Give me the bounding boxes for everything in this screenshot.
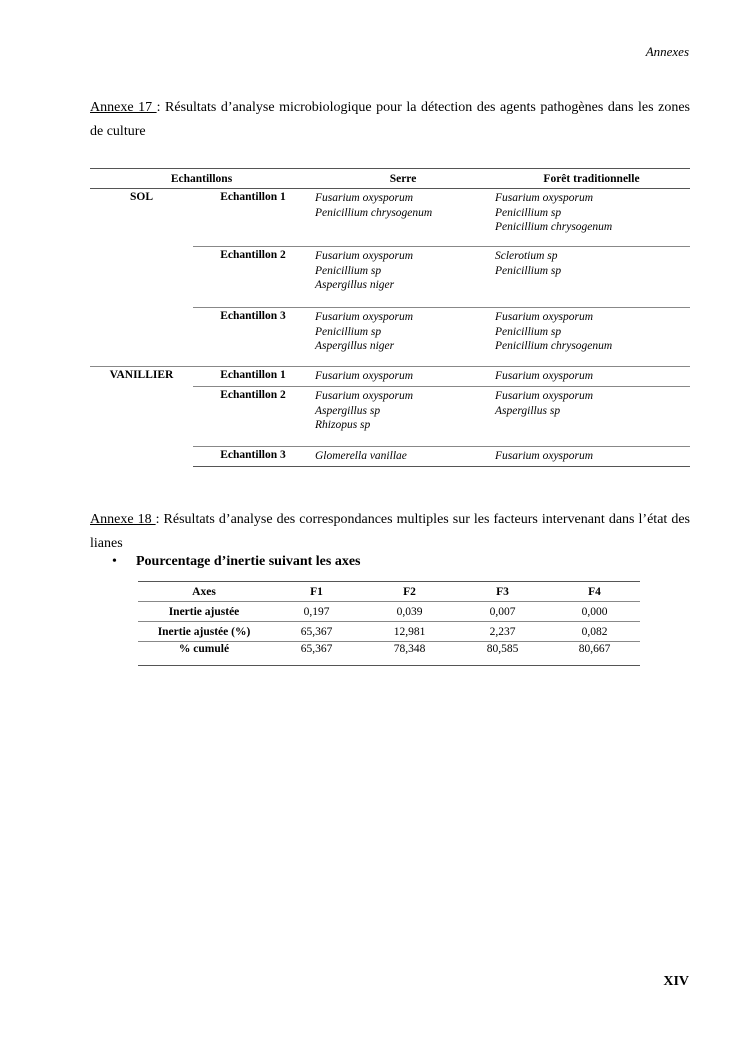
- serre-organisms: [313, 387, 493, 447]
- table-cell: 80,585: [456, 642, 549, 666]
- sample-label: Echantillon 1: [193, 367, 313, 387]
- table-cell: 80,667: [549, 642, 640, 666]
- organism: Aspergillus niger: [315, 279, 395, 291]
- annex17-ref: Annexe 17: [90, 100, 157, 115]
- column-header-axes: Axes: [138, 582, 270, 602]
- foret-organisms: [493, 189, 690, 247]
- table-header-row: [138, 582, 640, 602]
- table-cell: 65,367: [270, 642, 363, 666]
- table-row: [90, 367, 690, 387]
- serre-organisms: [313, 308, 493, 367]
- table-cell: 78,348: [363, 642, 456, 666]
- sample-label: Echantillon 2: [193, 387, 313, 447]
- column-header-f1: F1: [270, 582, 363, 602]
- table-row: [138, 622, 640, 642]
- organism: Fusarium oxysporum: [315, 311, 414, 323]
- organism: Penicillium chrysogenum: [495, 340, 613, 352]
- organism: Glomerella vanillae: [315, 450, 407, 462]
- organism: Fusarium oxysporum: [495, 192, 594, 204]
- inertia-table: [138, 581, 640, 666]
- row-label: % cumulé: [138, 642, 270, 666]
- table-header-row: [90, 169, 690, 189]
- annex17-title: [90, 96, 690, 144]
- serre-organisms: [313, 247, 493, 308]
- sample-label: Echantillon 3: [193, 308, 313, 367]
- column-header-f3: F3: [456, 582, 549, 602]
- serre-organisms: [313, 447, 493, 467]
- microbiology-results-table: [90, 168, 690, 467]
- organism: Penicillium sp: [495, 264, 562, 277]
- organism: Fusarium oxysporum: [315, 390, 414, 402]
- organism: Fusarium oxysporum: [495, 450, 594, 462]
- foret-organisms: [493, 447, 690, 467]
- organism: Aspergillus sp: [495, 404, 561, 417]
- organism: Fusarium oxysporum: [315, 192, 414, 204]
- table-cell: 65,367: [270, 622, 363, 642]
- sample-label: Echantillon 1: [193, 189, 313, 247]
- bullet-heading: [112, 554, 361, 570]
- organism: Fusarium oxysporum: [495, 311, 594, 323]
- foret-organisms: [493, 308, 690, 367]
- column-header-foret: Forêt traditionnelle: [493, 169, 690, 189]
- annex18-title-text: : Résultats d’analyse des correspondances multiples sur les facteurs intervenant dans l’état des lianes: [90, 512, 690, 551]
- organism: Aspergillus niger: [315, 340, 395, 352]
- foret-organisms: [493, 387, 690, 447]
- organism: Rhizopus sp: [315, 419, 371, 431]
- annex18-title: [90, 508, 690, 556]
- table-cell: 0,082: [549, 622, 640, 642]
- organism: Fusarium oxysporum: [495, 370, 594, 382]
- organism: Penicillium sp: [315, 264, 382, 277]
- group-label-vanillier: VANILLIER: [90, 367, 193, 467]
- organism: Aspergillus sp: [315, 404, 381, 417]
- row-label: Inertie ajustée: [138, 602, 270, 622]
- organism: Fusarium oxysporum: [315, 250, 414, 262]
- column-header-f4: F4: [549, 582, 640, 602]
- column-header-serre: Serre: [313, 169, 493, 189]
- organism: Fusarium oxysporum: [495, 390, 594, 402]
- bullet-heading-text: Pourcentage d’inertie suivant les axes: [136, 554, 361, 569]
- table-row: [138, 602, 640, 622]
- table-cell: 0,007: [456, 602, 549, 622]
- organism: Penicillium chrysogenum: [495, 221, 613, 233]
- organism: Penicillium sp: [495, 325, 562, 338]
- row-label: Inertie ajustée (%): [138, 622, 270, 642]
- organism: Sclerotium sp: [495, 250, 558, 262]
- serre-organisms: [313, 189, 493, 247]
- column-header-echantillons: Echantillons: [90, 169, 313, 189]
- organism: Penicillium sp: [495, 206, 562, 219]
- group-label-sol: SOL: [129, 191, 153, 203]
- table-cell: 0,039: [363, 602, 456, 622]
- table-cell: 12,981: [363, 622, 456, 642]
- column-header-f2: F2: [363, 582, 456, 602]
- foret-organisms: [493, 247, 690, 308]
- page-header: Annexes: [645, 44, 689, 59]
- table-row: [90, 189, 690, 247]
- organism: Penicillium sp: [315, 325, 382, 338]
- page-number: XIV: [663, 974, 689, 989]
- foret-organisms: [493, 367, 690, 387]
- bullet-icon: •: [112, 554, 117, 569]
- table-cell: 0,197: [270, 602, 363, 622]
- table-cell: 0,000: [549, 602, 640, 622]
- annex17-title-text: : Résultats d’analyse microbiologique pour la détection des agents pathogènes dans les zones de culture: [90, 100, 690, 139]
- serre-organisms: [313, 367, 493, 387]
- organism: Fusarium oxysporum: [315, 370, 414, 382]
- sample-label: Echantillon 2: [193, 247, 313, 308]
- sample-label: Echantillon 3: [193, 447, 313, 467]
- annex18-ref: Annexe 18: [90, 512, 156, 527]
- table-cell: 2,237: [456, 622, 549, 642]
- organism: Penicillium chrysogenum: [315, 206, 433, 219]
- table-row: [138, 642, 640, 666]
